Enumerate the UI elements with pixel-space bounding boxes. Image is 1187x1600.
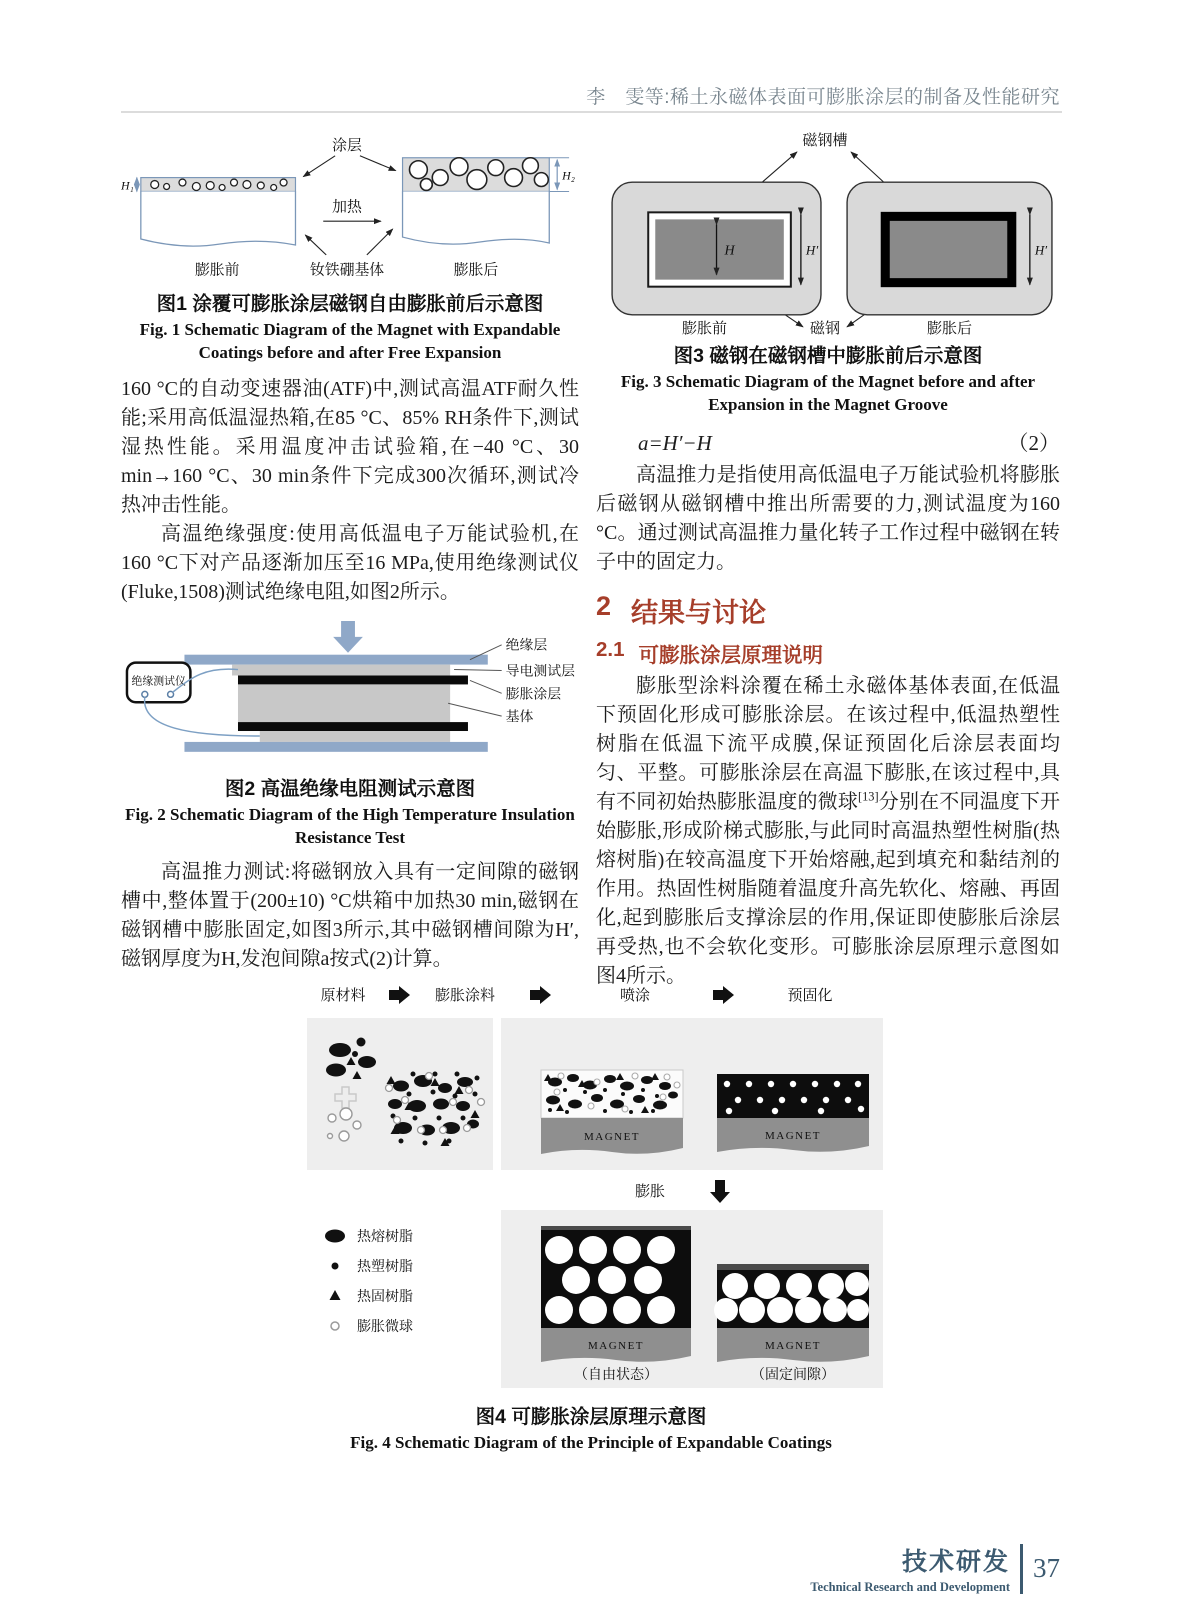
fig4-step-precure: 预固化 (787, 988, 833, 1004)
fig3-caption-en: Fig. 3 Schematic Diagram of the Magnet before and after Expansion in the Magnet Groove (620, 371, 1036, 414)
fig3-caption-cn: 图3 磁钢在磁钢槽中膨胀前后示意图 (673, 344, 983, 367)
equation-number: （2） (1007, 430, 1060, 455)
fig1-h1-label: H₁ (121, 178, 134, 193)
fig3-h-label: H (724, 242, 735, 259)
fig3-diagram (596, 130, 1060, 336)
footer-section-cn: 技术研发 (901, 1548, 1010, 1576)
subsection-heading-principle (596, 638, 1060, 668)
principle-text-before: 膨胀型涂料涂覆在稀土永磁体基体表面,在低温下预固化形成可膨胀涂层。在该过程中,低温热塑性树脂在低温下流平成膜,保证预固化后涂层表面均匀、平整。可膨胀涂层在高温下膨胀,在该过程中,具有不同初始热膨胀温度的微球 (596, 674, 1060, 813)
fig1-h2-label: H₂ (562, 168, 575, 183)
paragraph-atf-test: 160 °C的自动变速器油(ATF)中,测试高温ATF耐久性能;采用高低温湿热箱,在85 °C、85% RH条件下,测试湿热性能。采用温度冲击试验箱,在−40 °C、30 min→160 °C、30 min条件下完成300次循环,测试冷热冲击性能。 (121, 377, 579, 516)
subsection-number: 2.1 (596, 637, 625, 661)
fig4-magnet-label-1: MAGNET (583, 1131, 641, 1143)
fig2-conductive-layer-label: 导电测试层 (505, 664, 575, 680)
fig1-magnet-after (403, 158, 575, 244)
fig1-after-label: 膨胀后 (453, 262, 499, 279)
section-number: 2 (596, 590, 612, 621)
figure-4 (121, 978, 1061, 1455)
fig3-groove-label: 磁钢槽 (802, 133, 848, 150)
equation-2 (596, 427, 1060, 457)
paragraph-push-force: 高温推力是指使用高低温电子万能试验机将膨胀后磁钢从磁钢槽中推出所需要的力,测试温度为160 °C。通过测试高温推力量化转子工作过程中磁钢在转子中的固定力。 (596, 463, 1060, 573)
fig4-step-raw-materials: 原材料 (320, 988, 366, 1004)
footer-section-en: Technical Research and Development (810, 1580, 1010, 1594)
legend-microsphere-label: 膨胀微球 (357, 1320, 413, 1335)
fig2-substrate-label: 基体 (505, 709, 534, 725)
fig3-magnet-label: 磁钢 (809, 320, 841, 336)
legend-thermoset-label: 热固树脂 (357, 1290, 413, 1305)
fig4-down-arrow-icon (710, 1180, 730, 1203)
legend-thermoplastic-label: 热塑树脂 (357, 1260, 413, 1275)
section-title: 结果与讨论 (631, 597, 767, 628)
fig2-expansion-coating-label: 膨胀涂层 (505, 686, 562, 702)
fig3-before-label: 膨胀前 (681, 320, 728, 336)
fig4-sprayed-magnet (541, 1070, 683, 1154)
page-number: 37 (1033, 1553, 1060, 1583)
fig4-panel-spray-precure (501, 1018, 883, 1170)
fig3-groove-after (847, 182, 1052, 315)
hot-melt-resin-icon (325, 1230, 345, 1243)
page-footer (810, 1542, 1060, 1595)
fig2-diagram (121, 619, 579, 770)
fig3-magnet-before (655, 219, 784, 279)
principle-text-after: 分别在不同温度下开始膨胀,形成阶梯式膨胀,与此同时高温热塑性树脂(热熔树脂)在较高温度下开始熔融,起到填充和黏结剂的作用。热固性树脂随着温度升高先软化、熔融、再固化,起到膨胀后支撑涂层的作用,保证即使膨胀后涂层再受热,也不会软化变形。可膨胀涂层原理示意图如图4所示。 (596, 790, 1061, 987)
fig2-caption-cn: 图2 高温绝缘电阻测试示意图 (224, 778, 476, 801)
fig2-press-arrow-icon (333, 621, 363, 653)
equation-body: a=H′−H (638, 430, 712, 455)
section-heading-results (596, 591, 1060, 630)
footer-divider (1020, 1544, 1023, 1594)
fig1-coating-label: 涂层 (332, 137, 362, 154)
fig4-free-state-label: （自由状态） (574, 1368, 658, 1383)
fig1-diagram (121, 130, 579, 284)
fig3-groove-before (612, 182, 821, 315)
footer-section (810, 1542, 1010, 1595)
fig4-step-spraying: 喷涂 (619, 988, 651, 1004)
paragraph-push-test: 高温推力测试:将磁钢放入具有一定间隙的磁钢槽中,整体置于(200±10) °C烘箱中加热30 min,磁钢在磁钢槽中膨胀固定,如图3所示,其中磁钢槽间隙为H′,磁钢厚度为H,发泡间隙a按式(2)计算。 (121, 861, 579, 971)
header-rule (121, 111, 1062, 113)
thermoset-resin-icon (330, 1290, 341, 1300)
left-column (121, 130, 579, 974)
fig4-magnet-label-3: MAGNET (587, 1340, 645, 1352)
fig1-before-label: 膨胀前 (194, 262, 240, 279)
fig3-magnet-after (885, 216, 1012, 282)
figure-3 (596, 130, 1060, 417)
fig4-diagram (305, 978, 885, 1393)
fig4-caption-en: Fig. 4 Schematic Diagram of the Principle of Expandable Coatings (350, 1433, 832, 1452)
citation-ref-13: [13] (857, 789, 879, 804)
fig4-magnet-label-2: MAGNET (764, 1130, 822, 1142)
fig3-hprime-label-left: H′ (805, 242, 819, 258)
fig3-hprime-label-right: H′ (1034, 242, 1048, 258)
fig4-expand-label: 膨胀 (634, 1184, 666, 1200)
fig4-caption-cn: 图4 可膨胀涂层原理示意图 (475, 1406, 707, 1428)
right-column (596, 130, 1060, 991)
fig4-flow-arrow-3-icon (713, 986, 734, 1004)
expandable-microsphere-icon (331, 1322, 339, 1330)
fig4-flow-arrow-2-icon (530, 986, 551, 1004)
fig2-caption-en: Fig. 2 Schematic Diagram of the High Temperature Insulation Resistance Test (125, 805, 575, 848)
fig1-substrate-label: 钕铁硼基体 (309, 262, 385, 279)
fig2-insulating-layer-label: 绝缘层 (505, 638, 548, 654)
paragraph-principle (596, 672, 1060, 991)
figure-1 (121, 130, 579, 365)
fig4-precured-magnet (717, 1074, 869, 1152)
running-head: 李 雯等:稀土永磁体表面可膨胀涂层的制备及性能研究 (586, 87, 1060, 108)
fig2-tester-label: 绝缘测试仪 (131, 674, 186, 687)
fig4-panel-expanded (501, 1210, 883, 1388)
paragraph-insulation-strength: 高温绝缘强度:使用高低温电子万能试验机,在160 °C下对产品逐渐加压至16 MPa,使用绝缘测试仪(Fluke,1508)测试绝缘电阻,如图2所示。 (121, 522, 579, 603)
legend-hot-melt-label: 热熔树脂 (357, 1230, 413, 1245)
fig4-fixed-gap-label: （固定间隙） (751, 1368, 835, 1383)
fig1-magnet-before (121, 178, 295, 247)
fig4-flow-arrow-1-icon (389, 986, 410, 1004)
fig1-caption-cn: 图1 涂覆可膨胀涂层磁钢自由膨胀前后示意图 (156, 292, 544, 315)
subsection-title: 可膨胀涂层原理说明 (638, 643, 823, 667)
figure-2 (121, 619, 579, 851)
fig4-magnet-label-4: MAGNET (764, 1340, 822, 1352)
fig1-caption-en: Fig. 1 Schematic Diagram of the Magnet with Expandable Coatings before and after Free Expansion (139, 319, 561, 362)
fig4-legend (325, 1228, 413, 1335)
thermoplastic-resin-icon (332, 1263, 339, 1270)
fig3-after-label: 膨胀后 (926, 320, 973, 336)
fig1-heating-label: 加热 (332, 199, 362, 216)
fig4-panel-materials (307, 1018, 493, 1170)
fig4-step-expandable-paint: 膨胀涂料 (434, 988, 496, 1004)
